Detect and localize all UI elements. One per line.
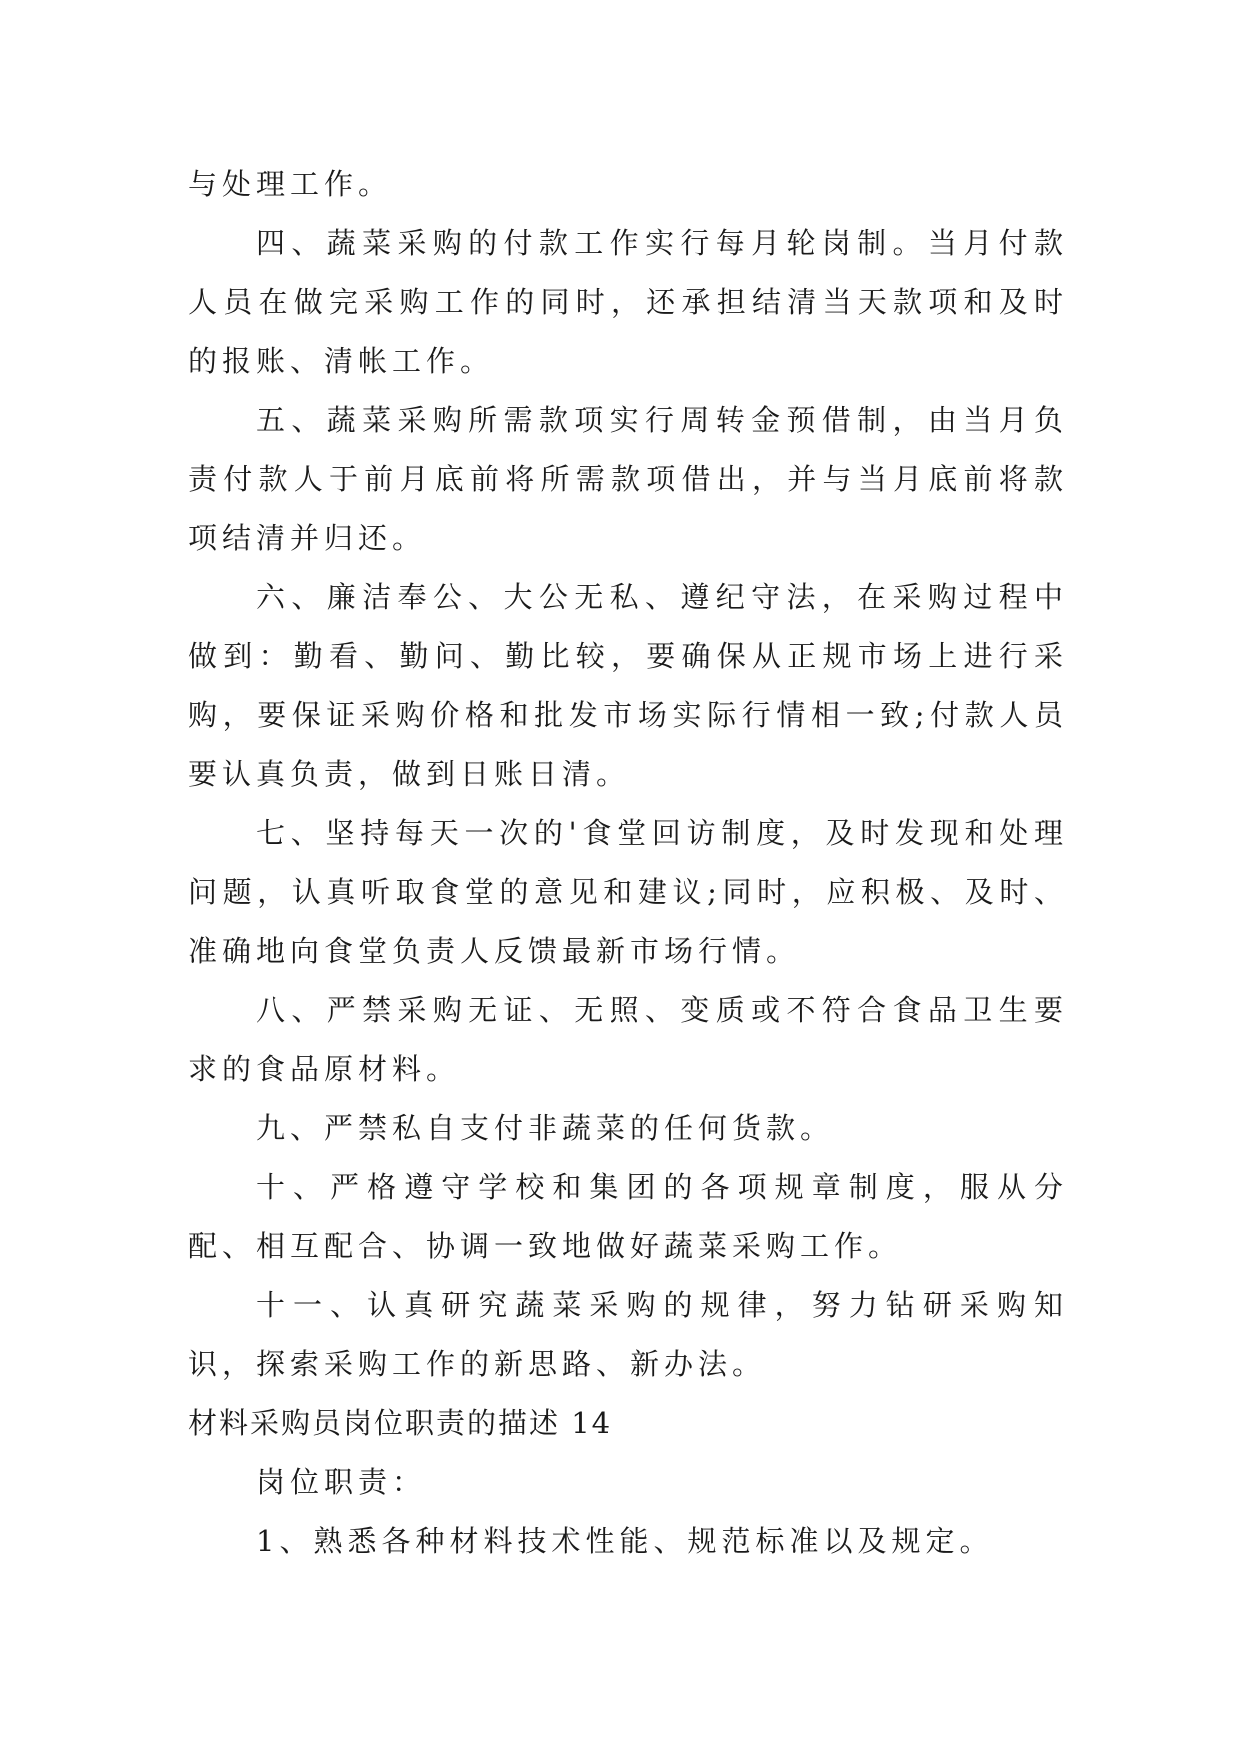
paragraph-continuation: 与处理工作。 xyxy=(188,167,393,201)
paragraph-item-9: 九、严禁私自支付非蔬菜的任何货款。 xyxy=(256,1111,835,1145)
section-item-1: 1、熟悉各种材料技术性能、规范标准以及规定。 xyxy=(256,1524,994,1558)
paragraph-item-8: 八、严禁采购无证、无照、变质或不符合食品卫生要求的食品原材料。 xyxy=(188,993,1068,1086)
document-body xyxy=(188,155,1068,1571)
paragraph-item-6: 六、廉洁奉公、大公无私、遵纪守法，在采购过程中做到：勤看、勤问、勤比较，要确保从正规市场上进行采购，要保证采购价格和批发市场实际行情相一致;付款人员要认真负责，做到日账日清。 xyxy=(188,580,1068,791)
paragraph-item-7: 七、坚持每天一次的'食堂回访制度，及时发现和处理问题，认真听取食堂的意见和建议;同时，应积极、及时、准确地向食堂负责人反馈最新市场行情。 xyxy=(188,816,1068,968)
paragraph-item-5: 五、蔬菜采购所需款项实行周转金预借制，由当月负责付款人于前月底前将所需款项借出，并与当月底前将款项结清并归还。 xyxy=(188,403,1068,555)
paragraph-item-11: 十一、认真研究蔬菜采购的规律，努力钻研采购知识，探索采购工作的新思路、新办法。 xyxy=(188,1288,1068,1381)
paragraph-item-10: 十、严格遵守学校和集团的各项规章制度，服从分配、相互配合、协调一致地做好蔬菜采购工作。 xyxy=(188,1170,1068,1263)
section-subheading: 岗位职责： xyxy=(256,1465,427,1499)
paragraph-item-4: 四、蔬菜采购的付款工作实行每月轮岗制。当月付款人员在做完采购工作的同时，还承担结清当天款项和及时的报账、清帐工作。 xyxy=(188,226,1068,378)
section-heading: 材料采购员岗位职责的描述 14 xyxy=(188,1406,613,1440)
